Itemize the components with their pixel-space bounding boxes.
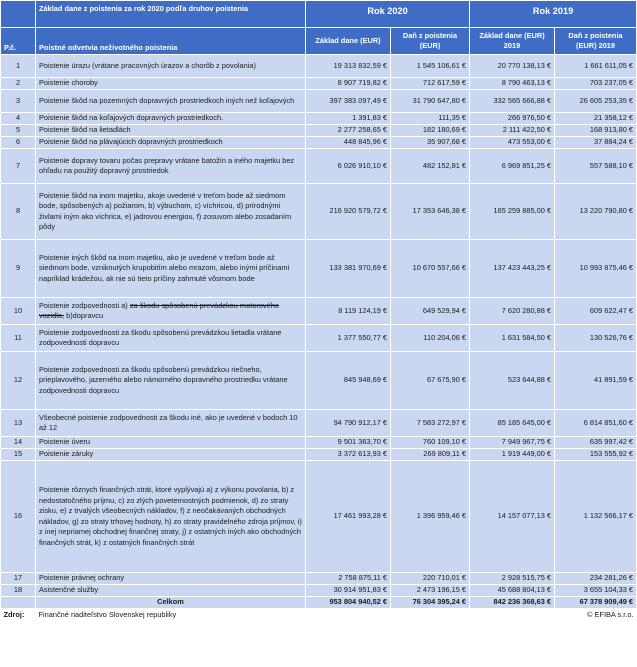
- tax-2020: 7 583 272,97 €: [391, 410, 470, 437]
- tax-2019: 10 993 875,46 €: [555, 240, 637, 298]
- base-2019: 14 157 077,13 €: [470, 461, 555, 573]
- tax-2020: 269 809,11 €: [391, 449, 470, 461]
- base-2020: 133 381 970,69 €: [306, 240, 391, 298]
- row-number: 6: [1, 137, 36, 149]
- tax-2020: 111,35 €: [391, 113, 470, 125]
- base-2020: 2 277 258,65 €: [306, 125, 391, 137]
- row-number: 8: [1, 184, 36, 240]
- row-name: Poistenie škôd na pozemných dopravných prostriedkoch iných než koľajových: [36, 90, 306, 113]
- total-empty-cell: [1, 597, 36, 609]
- base-2019: 7 620 280,88 €: [470, 298, 555, 325]
- row-name: Poistenie škôd na inom majetku, akoje uvedené v treťom bode až siedmom bode, spôsobených a) požiarom, b) výbuchom, c) víchricou, d) prírodnými živlami iným ako víchrica, e) jadrovou energiou, f) zosuvom alebo zosadaním pôdy: [36, 184, 306, 240]
- tax-2019: 3 655 104,33 €: [555, 585, 637, 597]
- total-row: [1, 597, 637, 609]
- base-2020: 845 948,69 €: [306, 352, 391, 410]
- source-label: Zdroj:: [1, 609, 36, 622]
- row-name: Poistenie záruky: [36, 449, 306, 461]
- row-name: Poistenie choroby: [36, 78, 306, 90]
- row-name: Poistenie právnej ochrany: [36, 573, 306, 585]
- footer-row: [1, 609, 637, 622]
- base-2019: 20 770 138,13 €: [470, 55, 555, 78]
- base-2020: 3 372 613,93 €: [306, 449, 391, 461]
- row-name: Poistenie zodpovednosti za škodu spôsobenú prevádzkou lietadla vrátane zodpovednosti dopravcu: [36, 325, 306, 352]
- tax-2020: 220 710,01 €: [391, 573, 470, 585]
- row-name: Všeobecné poistenie zodpovednosti za škodu iné, ako je uvedené v bodoch 10 až 12: [36, 410, 306, 437]
- base-2020: 397 383 097,49 €: [306, 90, 391, 113]
- tax-2020: 712 617,59 €: [391, 78, 470, 90]
- row-name: Poistenie zodpovednosti za škodu spôsobenú prevádzkou riečneho, prieplavového, jazerného alebo námorného dopravného prostriedku vrátane zodpovednosti dopravcu: [36, 352, 306, 410]
- total-label: Celkom: [36, 597, 306, 609]
- table-row: [1, 461, 637, 573]
- base-2020: 94 790 912,17 €: [306, 410, 391, 437]
- tax-2020: 1 545 106,61 €: [391, 55, 470, 78]
- table-row: [1, 437, 637, 449]
- base-2020: 6 026 910,10 €: [306, 149, 391, 184]
- row-name: Poistenie škôd na koľajových dopravných prostriedkoch.: [36, 113, 306, 125]
- tax-2019: 37 884,24 €: [555, 137, 637, 149]
- tax-2019: 130 526,76 €: [555, 325, 637, 352]
- base-2019: 137 423 443,25 €: [470, 240, 555, 298]
- base-2019: 332 565 666,88 €: [470, 90, 555, 113]
- tax-2019: 234 281,26 €: [555, 573, 637, 585]
- row-name: Poistenie škôd na plávajúcich dopravných prostriedkoch: [36, 137, 306, 149]
- header-empty-cell: [1, 1, 36, 28]
- tax-2020: 649 529,94 €: [391, 298, 470, 325]
- row-number: 9: [1, 240, 36, 298]
- tax-2020: 1 396 959,46 €: [391, 461, 470, 573]
- base-2019: 1 919 449,00 €: [470, 449, 555, 461]
- tax-2019: 609 622,47 €: [555, 298, 637, 325]
- table-row: [1, 449, 637, 461]
- base-2020: 216 920 579,72 €: [306, 184, 391, 240]
- row-name: [36, 298, 306, 325]
- tax-2020: 10 670 557,66 €: [391, 240, 470, 298]
- row-number: 7: [1, 149, 36, 184]
- row-number: 14: [1, 437, 36, 449]
- base-2019: 45 688 804,13 €: [470, 585, 555, 597]
- tax-2020: 67 675,90 €: [391, 352, 470, 410]
- table-row: [1, 573, 637, 585]
- base-2019: 85 185 645,00 €: [470, 410, 555, 437]
- row-name-struck: za škodu spôsobenú prevádzkou motorového vozidla,: [39, 300, 279, 320]
- table-row: [1, 585, 637, 597]
- tax-2019: 1 661 611,05 €: [555, 55, 637, 78]
- tax-2019: 41 891,59 €: [555, 352, 637, 410]
- tax-2020: 110 204,06 €: [391, 325, 470, 352]
- row-number: 13: [1, 410, 36, 437]
- source-text: Finančné riaditeľstvo Slovenskej republiky: [36, 609, 470, 622]
- tax-2020: 35 907,68 €: [391, 137, 470, 149]
- row-name: Poistenie škôd na lietadlách: [36, 125, 306, 137]
- tax-2019: 26 605 253,35 €: [555, 90, 637, 113]
- tax-2019: 6 814 851,60 €: [555, 410, 637, 437]
- table-row: [1, 125, 637, 137]
- row-name: Poistenie iných škôd na inom majetku, ako je uvedené v treťom bode až siedmom bode, vzniknutých krupobitím alebo mrazom, alebo inými príčinami napríklad krádežou, ak nie sú tieto príčiny zahrnuté vôsmom bode: [36, 240, 306, 298]
- tax-2019: 13 220 790,80 €: [555, 184, 637, 240]
- total-tax-2020: 76 304 395,24 €: [391, 597, 470, 609]
- row-number: 5: [1, 125, 36, 137]
- row-number: 12: [1, 352, 36, 410]
- row-number: 18: [1, 585, 36, 597]
- base-2019: 1 631 584,50 €: [470, 325, 555, 352]
- column-header-tax-2020: Daň z poistenia (EUR): [391, 28, 470, 55]
- tax-2020: 2 473 196,15 €: [391, 585, 470, 597]
- tax-2019: 703 237,05 €: [555, 78, 637, 90]
- table-row: [1, 55, 637, 78]
- base-2019: 266 976,50 €: [470, 113, 555, 125]
- total-base-2020: 953 804 940,52 €: [306, 597, 391, 609]
- table-row: [1, 352, 637, 410]
- column-header-name: Poistné odvetvia neživotného poistenia: [36, 28, 306, 55]
- column-header-base-2020: Základ dane (EUR): [306, 28, 391, 55]
- base-2020: 8 119 124,19 €: [306, 298, 391, 325]
- table-title: Základ dane z poistenia za rok 2020 podľa druhov poistenia: [36, 1, 306, 28]
- table-row: [1, 90, 637, 113]
- row-name: Poistenie dopravy tovaru počas prepravy vrátane batožín a iného majetku bez ohľadu na použitý dopravný prostriedok: [36, 149, 306, 184]
- column-header-tax-2019: Daň z poistenia (EUR) 2019: [555, 28, 637, 55]
- base-2019: 6 969 851,25 €: [470, 149, 555, 184]
- row-number: 11: [1, 325, 36, 352]
- total-tax-2019: 67 378 909,49 €: [555, 597, 637, 609]
- row-number: 1: [1, 55, 36, 78]
- table-row: [1, 240, 637, 298]
- base-2020: 1 391,83 €: [306, 113, 391, 125]
- row-number: 15: [1, 449, 36, 461]
- row-number: 17: [1, 573, 36, 585]
- row-name: Poistenie úrazu (vrátane pracovných úrazov a chorôb z povolania): [36, 55, 306, 78]
- table-row: [1, 137, 637, 149]
- table-row: [1, 298, 637, 325]
- row-number: 4: [1, 113, 36, 125]
- table-row: [1, 113, 637, 125]
- base-2020: 8 907 719,82 €: [306, 78, 391, 90]
- tax-2020: 17 353 646,38 €: [391, 184, 470, 240]
- copyright: © EFIBA s.r.o.: [470, 609, 637, 622]
- tax-2020: 182 180,69 €: [391, 125, 470, 137]
- base-2020: 1 377 550,77 €: [306, 325, 391, 352]
- total-base-2019: 842 236 368,63 €: [470, 597, 555, 609]
- table-row: [1, 149, 637, 184]
- table-row: [1, 325, 637, 352]
- base-2020: 9 501 363,70 €: [306, 437, 391, 449]
- base-2019: 2 111 422,50 €: [470, 125, 555, 137]
- row-name: Asistenčné služby: [36, 585, 306, 597]
- base-2020: 17 461 993,28 €: [306, 461, 391, 573]
- tax-2020: 31 790 647,80 €: [391, 90, 470, 113]
- base-2019: 473 553,00 €: [470, 137, 555, 149]
- row-number: 16: [1, 461, 36, 573]
- tax-2019: 1 132 566,17 €: [555, 461, 637, 573]
- row-number: 10: [1, 298, 36, 325]
- tax-2020: 760 109,10 €: [391, 437, 470, 449]
- base-2019: 2 928 515,75 €: [470, 573, 555, 585]
- base-2020: 2 758 875,11 €: [306, 573, 391, 585]
- row-number: 3: [1, 90, 36, 113]
- tax-2019: 557 588,10 €: [555, 149, 637, 184]
- table-row: [1, 78, 637, 90]
- base-2019: 523 644,88 €: [470, 352, 555, 410]
- tax-2019: 153 555,92 €: [555, 449, 637, 461]
- base-2019: 165 259 885,00 €: [470, 184, 555, 240]
- table-row: [1, 184, 637, 240]
- base-2019: 8 790 463,13 €: [470, 78, 555, 90]
- year-2020-header: Rok 2020: [306, 1, 470, 28]
- base-2020: 448 845,96 €: [306, 137, 391, 149]
- tax-2020: 482 152,81 €: [391, 149, 470, 184]
- row-number: 2: [1, 78, 36, 90]
- base-2020: 19 313 832,59 €: [306, 55, 391, 78]
- row-name-prefix: Poistenie zodpovednosti a): [39, 300, 130, 310]
- tax-2019: 168 913,80 €: [555, 125, 637, 137]
- year-2019-header: Rok 2019: [470, 1, 637, 28]
- tax-2019: 21 358,12 €: [555, 113, 637, 125]
- table-row: [1, 410, 637, 437]
- base-2020: 30 914 951,83 €: [306, 585, 391, 597]
- column-header-pc: P.č.: [1, 28, 36, 55]
- row-name: Poistenie úveru: [36, 437, 306, 449]
- row-name-suffix: b)dopravcu: [64, 311, 104, 320]
- tax-2019: 635 997,42 €: [555, 437, 637, 449]
- column-header-base-2019: Základ dane (EUR) 2019: [470, 28, 555, 55]
- row-name: Poistenie rôznych finančných strát, ktoré vyplývajú a) z výkonu povolania, b) z nedostatočného príjmu, c) zo zlých poveternostných podmienok, d) zo straty zisku, e) z trvalých všeobecných nákladov, f) z neočakávaných obchodných nákladov, g) zo straty trhovej hodnoty, h) zo straty pravidelného zdroja príjmov, i) z inej nepriamej obchodnej finančnej straty, j) z ostatných iných ako obchodných finančných strát, k) z ostatných finančných strát: [36, 461, 306, 573]
- base-2019: 7 949 967,75 €: [470, 437, 555, 449]
